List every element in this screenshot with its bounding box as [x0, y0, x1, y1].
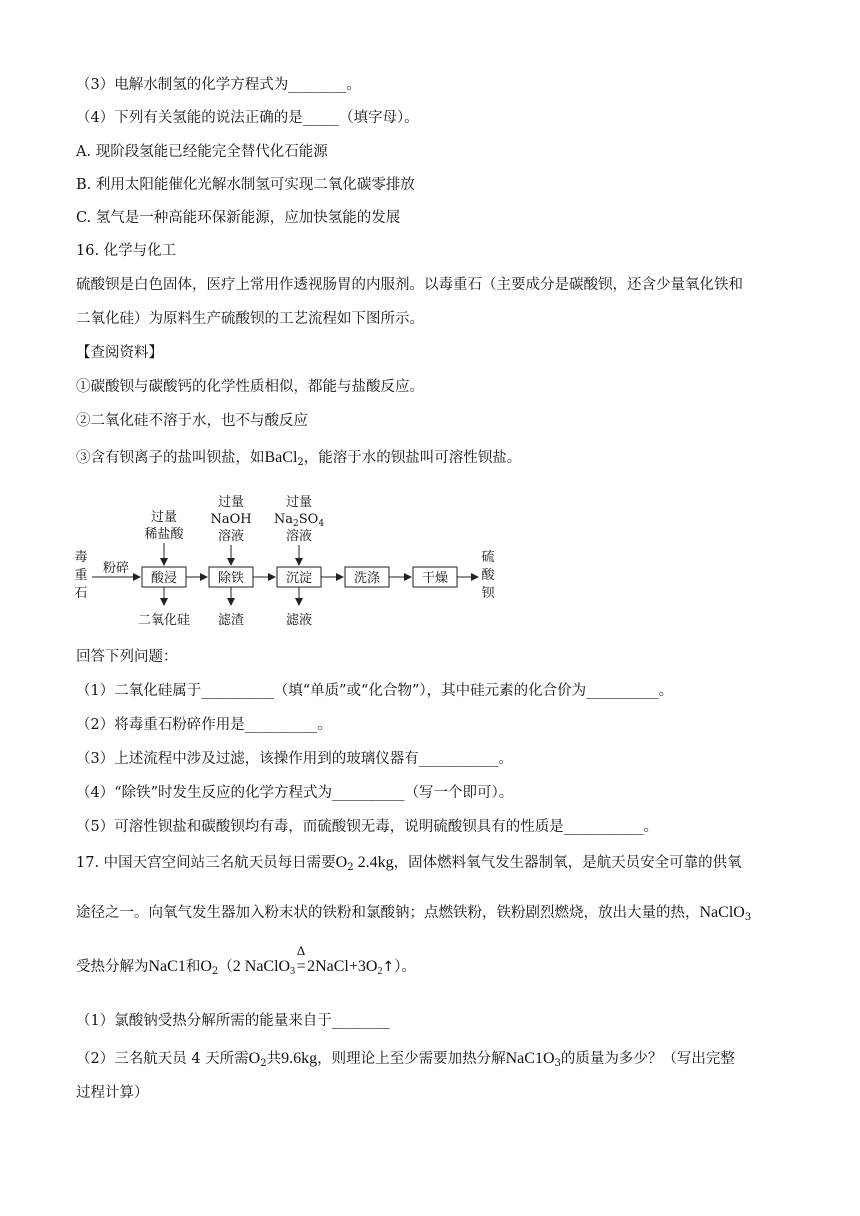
q16-part3: （3）上述流程中涉及过滤，该操作用到的玻璃仪器有___________。: [76, 751, 513, 767]
flow-output-label: 二氧化硅: [137, 613, 191, 628]
answer-blank[interactable]: _____: [302, 110, 339, 126]
reference-item-1: ①碳酸钡与碳酸钙的化学性质相似，都能与盐酸反应。: [76, 379, 424, 395]
answer-blank[interactable]: ___________: [418, 751, 499, 767]
q17-line2: 途径之一。向氧气发生器加入粉末状的铁粉和氯酸钠；点燃铁粉，铁粉剧烈燃烧，放出大量的热，NaClO$_3$: [76, 904, 752, 923]
flow-input-label: 过量: [285, 495, 313, 510]
answer-blank[interactable]: ________: [288, 77, 347, 93]
flow-box-label: 除铁: [217, 571, 245, 586]
heat-equals-sign: Δ =: [296, 943, 306, 975]
flow-input-label: 过量: [150, 510, 178, 525]
reference-item-3: ③含有钡离子的盐叫钡盐，如BaCl$_2$，能溶于水的钡盐叫可溶性钡盐。: [76, 449, 522, 468]
flow-box-label: 洗涤: [353, 571, 381, 586]
answer-blank[interactable]: ________: [331, 1013, 390, 1029]
answer-heading: 回答下列问题：: [76, 649, 178, 665]
flow-input-label: NaOH: [210, 512, 252, 527]
flow-start-char: 毒: [74, 550, 88, 565]
answer-blank[interactable]: __________: [586, 683, 659, 699]
process-flow-diagram: [70, 490, 510, 635]
q16-intro-line2: 二氧化硅）为原料生产硫酸钡的工艺流程如下图所示。: [76, 311, 424, 327]
flow-box-label: 干燥: [421, 571, 449, 586]
option-c: C. 氢气是一种高能环保新能源，应加快氢能的发展: [76, 210, 401, 226]
flow-end-char: 钡: [481, 586, 495, 601]
answer-blank[interactable]: __________: [201, 683, 274, 699]
q16-part1: （1）二氧化硅属于__________（填“单质”或“化合物”），其中硅元素的化合价为__________。: [76, 683, 674, 699]
q16-part5: （5）可溶性钡盐和碳酸钡均有毒，而硫酸钡无毒，说明硫酸钡具有的性质是___________。: [76, 819, 658, 835]
answer-blank[interactable]: ___________: [563, 819, 644, 835]
q16-title: 16. 化学与化工: [76, 243, 177, 259]
gas-arrow-icon: ↑: [382, 959, 395, 975]
q17-part1: （1）氯酸钠受热分解所需的能量来自于________: [76, 1013, 390, 1029]
reference-item-2: ②二氧化硅不溶于水，也不与酸反应: [76, 413, 308, 429]
answer-blank[interactable]: __________: [332, 785, 405, 801]
q17-line1: 17. 中国天宫空间站三名航天员每日需要$O_2$ 2.4kg，固体燃料氧气发生器制氧，是航天员安全可靠的供氧: [76, 854, 742, 873]
flow-output-label: 滤液: [285, 613, 313, 628]
flow-input-formula: $Na_2SO_4$: [273, 512, 325, 529]
flow-input-label: 稀盐酸: [144, 527, 184, 542]
reaction-equation: 2 NaClO$_3$ Δ $=2NaCl+3O_2↑$: [233, 958, 394, 975]
q16-part4: （4）“除铁”时发生反应的化学方程式为__________（写一个即可）。: [76, 785, 514, 801]
q16-intro-line1: 硫酸钡是白色固体，医疗上常用作透视肠胃的内服剂。以毒重石（主要成分是碳酸钡，还含少量氧化铁和: [76, 277, 743, 293]
q17-part2: （2）三名航天员 4 天所需$O_2$共9.6kg，则理论上至少需要加热分解$NaC1O_3$的质量为多少？（写出完整: [76, 1050, 735, 1069]
flow-input-label: 过量: [217, 495, 245, 510]
flow-input-label: 溶液: [285, 529, 313, 544]
q15-part3: （3）电解水制氢的化学方程式为________。: [76, 77, 361, 93]
flow-start-char: 石: [74, 586, 88, 601]
flow-crush-label: 粉碎: [102, 561, 130, 576]
flow-output-label: 滤渣: [217, 613, 245, 628]
flow-start-char: 重: [74, 568, 88, 583]
q17-line3: 受热分解为NaC1和$O_2(2$ NaClO$_3$ Δ $=2NaCl+3O_2↑$）。: [76, 954, 790, 985]
q15-part4: （4）下列有关氢能的说法正确的是_____（填字母）。: [76, 110, 419, 126]
flow-box-label: 酸浸: [150, 571, 178, 586]
flow-end-char: 酸: [481, 568, 495, 583]
flow-end-char: 硫: [481, 550, 495, 565]
option-a: A. 现阶段氢能已经能完全替代化石能源: [76, 144, 328, 160]
option-b: B. 利用太阳能催化光解水制氢可实现二氧化碳零排放: [76, 177, 415, 193]
reference-heading: 【查阅资料】: [76, 345, 163, 361]
flow-box-label: 沉淀: [285, 571, 313, 586]
q17-part2-cont: 过程计算）: [76, 1085, 149, 1101]
flow-input-label: 溶液: [217, 529, 245, 544]
q16-part2: （2）将毒重石粉碎作用是__________。: [76, 717, 332, 733]
answer-blank[interactable]: __________: [244, 717, 318, 733]
